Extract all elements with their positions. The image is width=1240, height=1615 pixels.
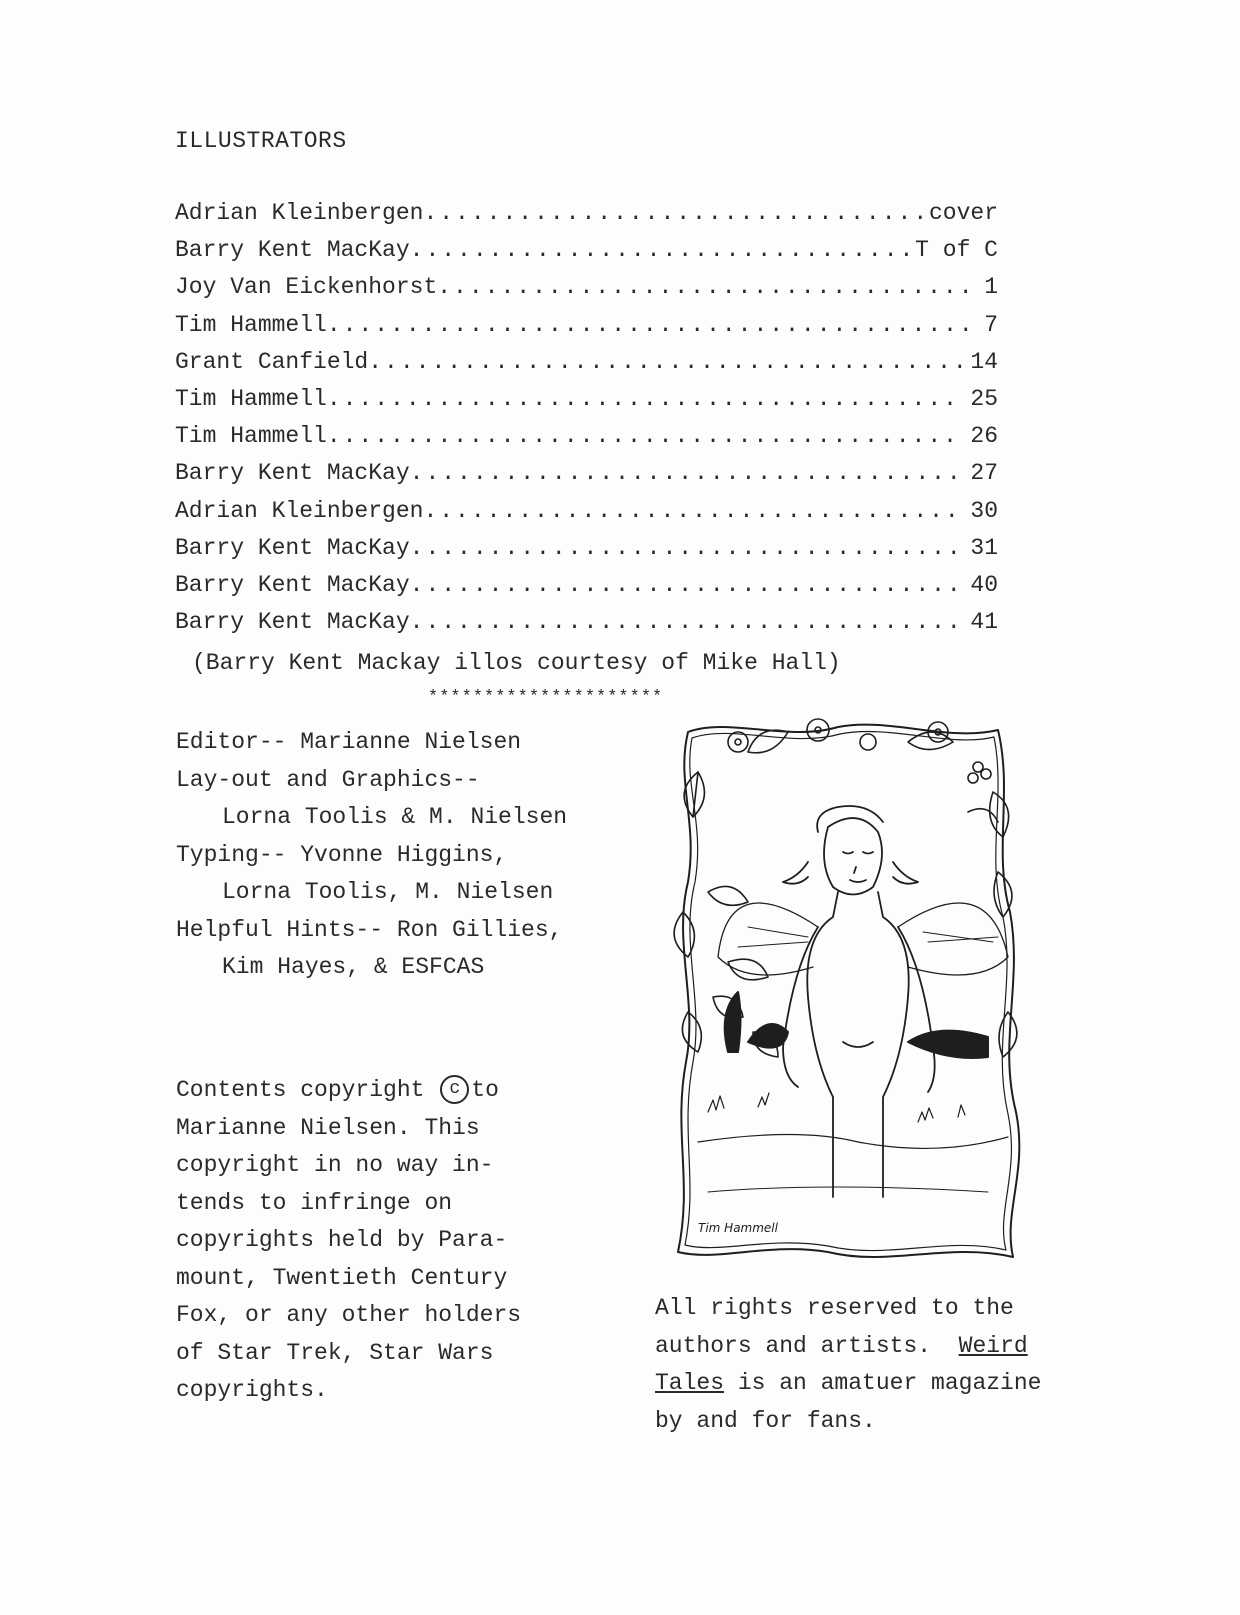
rights-text-amateur: is an amatuer magazine [724,1370,1042,1396]
copyright-line-6: mount, Twentieth Century [176,1264,508,1291]
illustration-page: 30 [970,497,998,524]
illustrator-row [175,349,998,386]
courtesy-note: (Barry Kent Mackay illos courtesy of Mike Hall) [192,650,841,676]
illustrator-name: Adrian Kleinbergen [175,497,424,524]
dot-leader [327,386,965,412]
rights-line-3 [655,1365,1041,1403]
illustrator-name: Barry Kent MacKay [175,460,410,487]
illustration-page: 26 [970,423,998,450]
illustrator-name: Tim Hammell [175,423,327,450]
illustration-page: 31 [970,534,998,561]
illustrator-row [175,460,998,497]
illustrator-row [175,423,998,460]
illustrator-name: Barry Kent MacKay [175,534,410,561]
illustrator-name: Tim Hammell [175,311,327,338]
illustration-page: 1 [984,274,998,301]
credit-typing-names: Lorna Toolis, M. Nielsen [222,879,554,905]
illustration-page: 41 [970,609,998,636]
fairy-illustration [668,712,1038,1272]
fairy-figure [718,806,1008,1197]
illustrator-row [175,312,998,349]
illustration-page: 7 [984,311,998,338]
illustration-page: 40 [970,571,998,598]
illustrator-row [175,274,998,311]
illustrator-row [175,386,998,423]
illustrator-name: Adrian Kleinbergen [175,200,424,226]
credit-typing: Typing-- Yvonne Higgins, [176,841,508,868]
rights-text: authors and artists. [655,1332,959,1359]
dot-leader [410,609,965,635]
illustrator-name: Barry Kent MacKay [175,237,410,264]
rights-line-1: All rights reserved to the [655,1295,1014,1321]
dot-leader [410,460,965,486]
credit-layout-names: Lorna Toolis & M. Nielsen [222,804,568,830]
copyright-symbol-icon: c [440,1075,469,1104]
copyright-notice [176,1072,521,1410]
credit-hints-names: Kim Hayes, & ESFCAS [222,954,485,980]
illustrator-name: Barry Kent MacKay [175,571,410,598]
illustrators-list [175,200,998,646]
illustration-page: 25 [970,385,998,412]
magazine-title-tales: Tales [655,1370,725,1396]
dot-leader [437,274,978,300]
illustrator-row [175,572,998,609]
illustrator-row [175,200,998,237]
copyright-line-1 [176,1072,521,1110]
illustrator-row [175,535,998,572]
illustrator-name: Grant Canfield [175,348,369,375]
dot-leader [327,312,978,338]
credit-hints: Helpful Hints-- Ron Gillies, [176,916,563,943]
illustration-page: 14 [970,348,998,375]
illustration-page: cover [928,200,998,226]
dot-leader [368,349,964,375]
dot-leader [410,535,965,561]
credits-block [176,724,567,987]
dot-leader [327,423,965,449]
dot-leader [423,200,923,226]
credit-layout: Lay-out and Graphics-- [176,766,480,793]
copyright-line-4: tends to infringe on [176,1189,453,1216]
illustrator-row [175,237,998,274]
artist-signature: Tim Hammell [698,1221,778,1235]
illustrator-name: Tim Hammell [175,385,327,412]
rights-line-4: by and for fans. [655,1407,876,1434]
illustrator-name: Barry Kent MacKay [175,609,410,636]
illustrator-row [175,498,998,535]
vine-frame [678,725,1019,1257]
copyright-line-3: copyright in no way in- [176,1152,494,1178]
illustrator-row [175,609,998,646]
dot-leader [410,237,910,263]
copyright-line-5: copyrights held by Para- [176,1227,508,1253]
illustrator-name: Joy Van Eickenhorst [175,274,438,301]
rights-notice [655,1290,1041,1440]
dot-leader [410,572,965,598]
dot-leader [423,498,964,524]
copyright-line-2: Marianne Nielsen. This [176,1114,480,1141]
magazine-title-weird: Weird [958,1332,1028,1359]
credit-editor: Editor-- Marianne Nielsen [176,729,522,755]
copyright-text-start: Contents copyright [176,1077,425,1103]
separator-stars: ********************* [428,688,664,707]
copyright-text-to: to [471,1077,499,1103]
ground-grass [698,992,1008,1192]
illustration-page: T of C [915,237,998,264]
copyright-line-8: of Star Trek, Star Wars [176,1339,494,1366]
rights-line-2 [655,1328,1041,1366]
illustration-page: 27 [970,460,998,487]
copyright-line-9: copyrights. [176,1377,328,1403]
illustrators-heading: ILLUSTRATORS [175,128,347,154]
copyright-line-7: Fox, or any other holders [176,1302,522,1328]
